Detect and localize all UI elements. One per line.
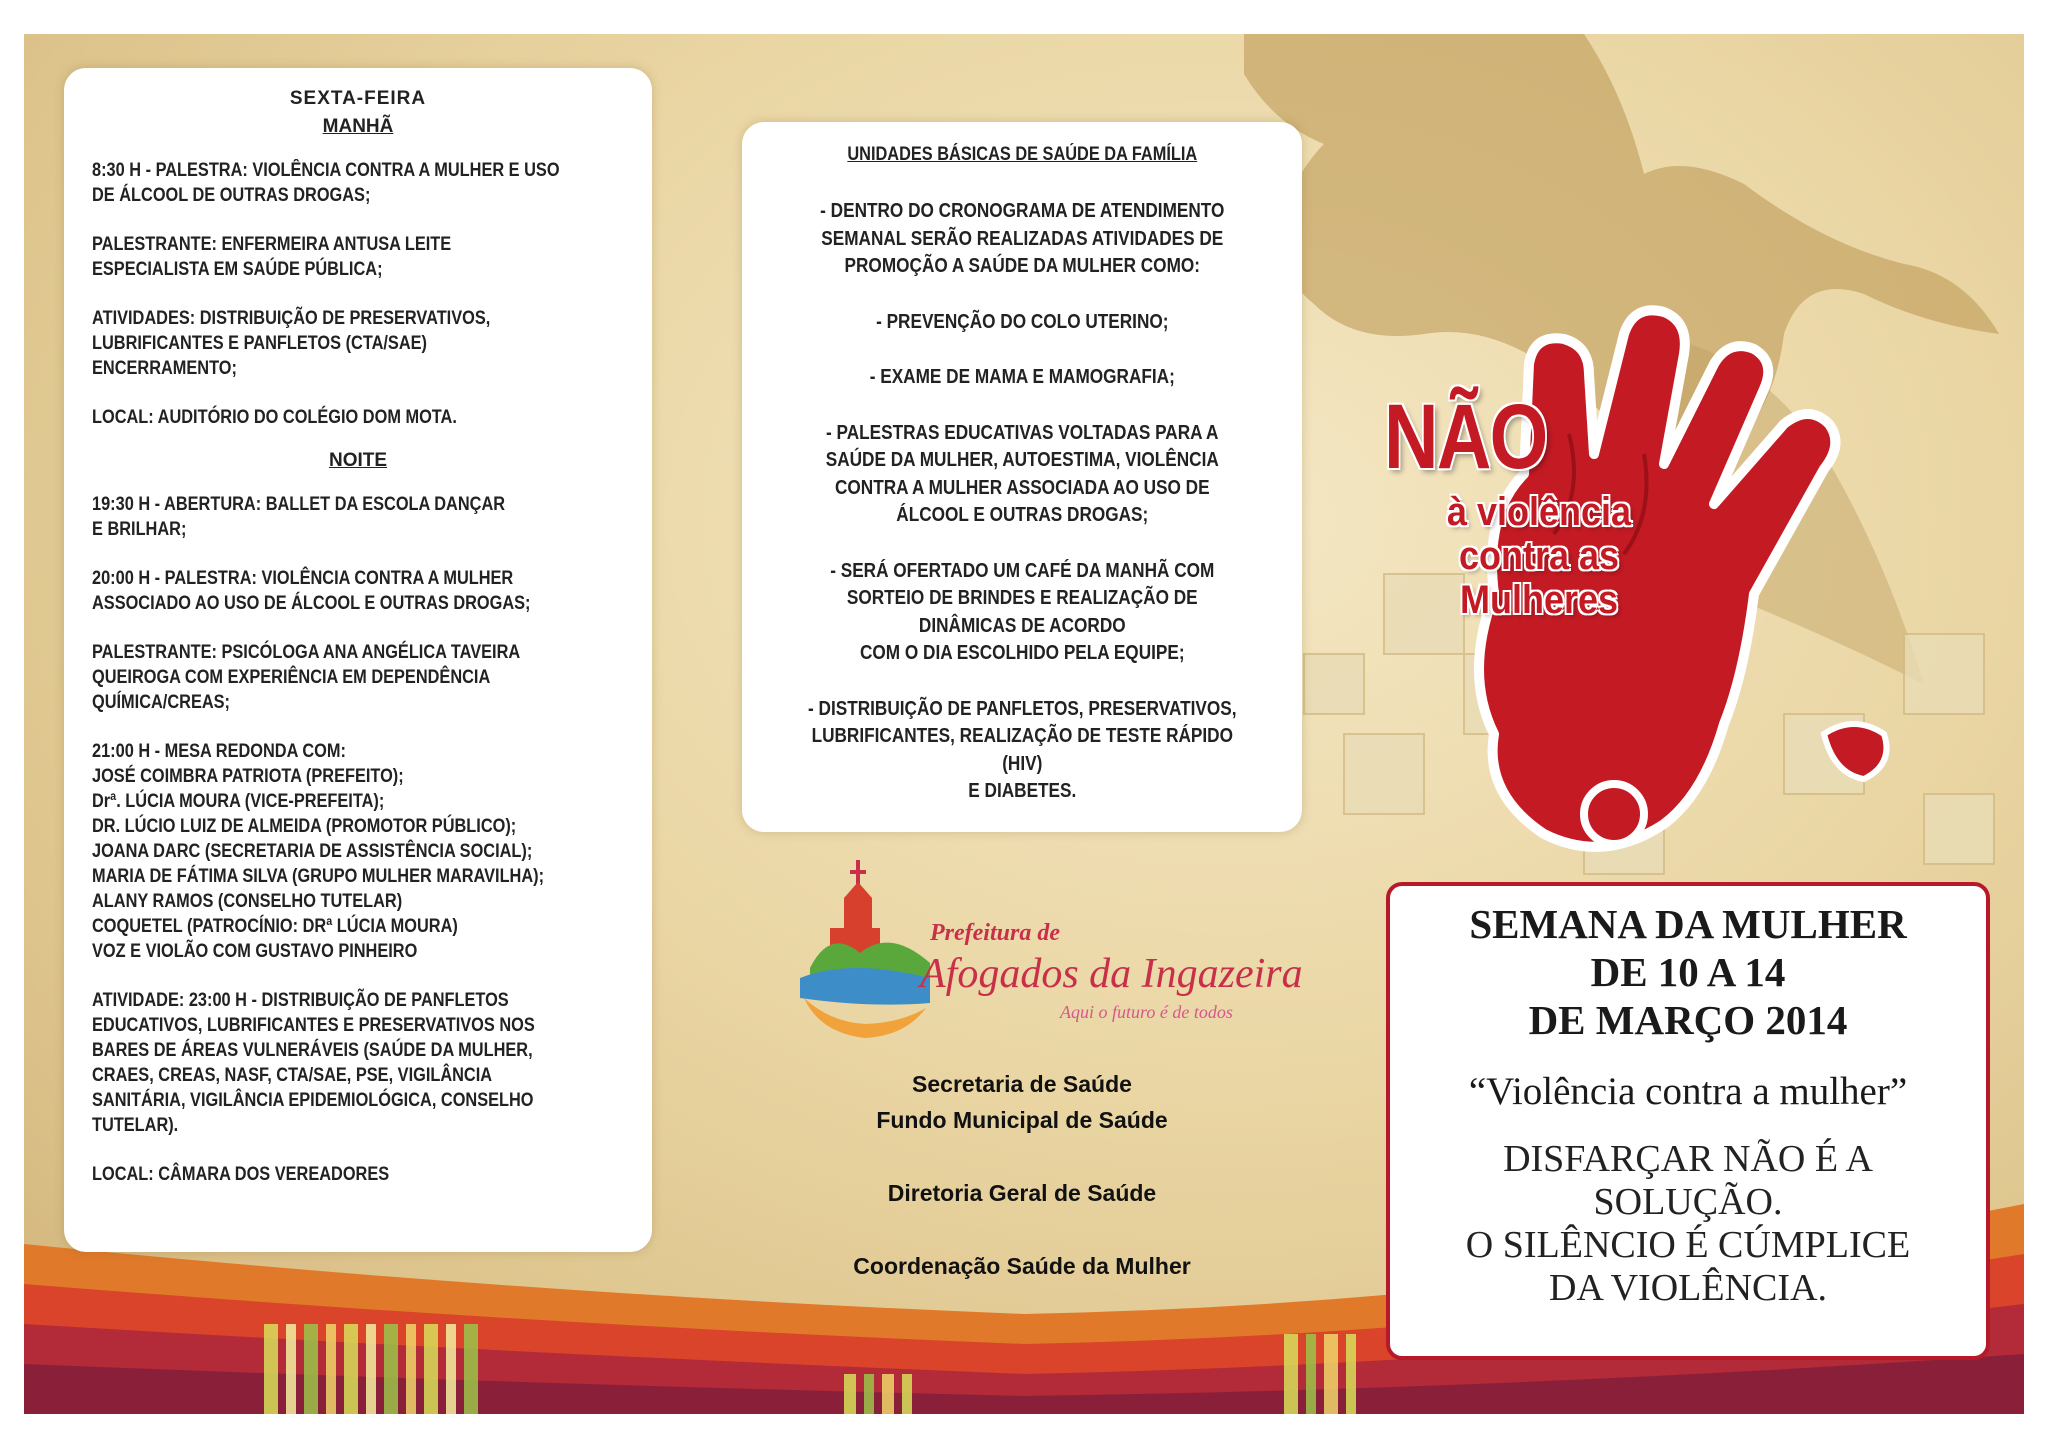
activity-item: - EXAME DE MAMA E MAMOGRAFIA; xyxy=(869,366,1175,388)
event-message: DISFARÇAR NÃO É A SOLUÇÃO. O SILÊNCIO É CÚMPLICE DA VIOLÊNCIA. xyxy=(1465,1138,1911,1309)
logo-slogan: Aqui o futuro é de todos xyxy=(1060,1002,1233,1022)
activity-item: - PALESTRAS EDUCATIVAS VOLTADAS PARA A SAÚDE DA MULHER, AUTOESTIMA, VIOLÊNCIA CONTRA A MULHER ASSOCIADA AO USO DE ÁLCOOL E OUTRAS DROGAS; xyxy=(825,421,1219,526)
brochure-sheet xyxy=(24,34,2024,1414)
schedule-item: LOCAL: AUDITÓRIO DO COLÉGIO DOM MOTA. xyxy=(92,407,457,428)
schedule-item: 21:00 H - MESA REDONDA COM: JOSÉ COIMBRA PATRIOTA (PREFEITO); Drª. LÚCIA MOURA (VICE-PREFEITA); DR. LÚCIO LUIZ DE ALMEIDA (PROMOTOR PÚBLICO); JOANA DARC (SECRETARIA DE ASSISTÊNCIA SOCIAL); MARIA DE FÁTIMA SILVA (GRUPO MULHER MARAVILHA); ALANY RAMOS (CONSELHO TUTELAR) COQUETEL (PATROCÍNIO: DRª LÚCIA MOURA) VOZ E VIOLÃO COM GUSTAVO PINHEIRO xyxy=(92,741,545,962)
schedule-item: 19:30 H - ABERTURA: BALLET DA ESCOLA DANÇAR E BRILHAR; xyxy=(92,494,506,540)
night-schedule xyxy=(92,492,623,1187)
campaign-subline: contra as xyxy=(1458,534,1620,578)
credits-group-1 xyxy=(742,1066,1302,1138)
schedule-item: LOCAL: CÂMARA DOS VEREADORES xyxy=(92,1164,390,1185)
health-units-content xyxy=(765,142,1280,806)
event-info-box xyxy=(1386,882,1990,1360)
credit-line: Fundo Municipal de Saúde xyxy=(876,1107,1168,1133)
campaign-subline: Mulheres xyxy=(1459,578,1619,622)
schedule-item: 20:00 H - PALESTRA: VIOLÊNCIA CONTRA A MULHER ASSOCIADO AO USO DE ÁLCOOL E OUTRAS DROGAS; xyxy=(92,568,531,614)
schedule-item: ATIVIDADE: 23:00 H - DISTRIBUIÇÃO DE PANFLETOS EDUCATIVOS, LUBRIFICANTES E PRESERVATIVOS NOS BARES DE ÁREAS VULNERÁVEIS (SAÚDE DA MULHER, CRAES, CREAS, NASF, CTA/SAE, PSE, VIGILÂNCIA SANITÁRIA, VIGILÂNCIA EPIDEMIOLÓGICA, CONSELHO TUTELAR). xyxy=(92,990,535,1136)
night-heading: NOITE xyxy=(328,450,388,471)
morning-heading: MANHÃ xyxy=(322,116,394,137)
schedule-item: PALESTRANTE: PSICÓLOGA ANA ANGÉLICA TAVEIRA QUEIROGA COM EXPERIÊNCIA EM DEPENDÊNCIA QUÍMICA/CREAS; xyxy=(92,642,521,713)
credit-line: Diretoria Geral de Saúde xyxy=(887,1180,1157,1206)
activity-item: - DISTRIBUIÇÃO DE PANFLETOS, PRESERVATIVOS, LUBRIFICANTES, REALIZAÇÃO DE TESTE RÁPIDO (HIV) E DIABETES. xyxy=(807,697,1237,802)
church-landscape-icon xyxy=(790,858,940,1048)
schedule-panel xyxy=(64,68,652,1252)
schedule-item: PALESTRANTE: ENFERMEIRA ANTUSA LEITE ESPECIALISTA EM SAÚDE PÚBLICA; xyxy=(92,234,452,280)
day-title: SEXTA-FEIRA xyxy=(289,88,427,109)
health-units-panel xyxy=(742,122,1302,832)
campaign-slogan xyxy=(1384,386,1694,622)
logo-prefix: Prefeitura de xyxy=(930,920,1060,946)
schedule-item: ATIVIDADES: DISTRIBUIÇÃO DE PRESERVATIVOS, LUBRIFICANTES E PANFLETOS (CTA/SAE) ENCERRAMENTO; xyxy=(92,308,491,379)
city-hall-logo xyxy=(790,858,1303,1058)
morning-schedule xyxy=(92,158,623,430)
credit-line: Secretaria de Saúde xyxy=(912,1071,1132,1097)
activity-item: - SERÁ OFERTADO UM CAFÉ DA MANHÃ COM SORTEIO DE BRINDES E REALIZAÇÃO DE DINÂMICAS DE ACORDO COM O DIA ESCOLHIDO PELA EQUIPE; xyxy=(829,559,1215,664)
activity-item: - PREVENÇÃO DO COLO UTERINO; xyxy=(875,310,1169,333)
campaign-subline: à violência xyxy=(1446,490,1632,534)
logo-city-name: Afogados da Ingazeira xyxy=(920,951,1303,997)
credit-line: Coordenação Saúde da Mulher xyxy=(853,1253,1191,1279)
health-units-title: UNIDADES BÁSICAS DE SAÚDE DA FAMÍLIA xyxy=(847,144,1197,165)
event-theme: “Violência contra a mulher” xyxy=(1468,1070,1908,1113)
activity-item: - DENTRO DO CRONOGRAMA DE ATENDIMENTO SEMANAL SERÃO REALIZADAS ATIVIDADES DE PROMOÇÃO A SAÚDE DA MULHER COMO: xyxy=(819,200,1225,277)
schedule-item: 8:30 H - PALESTRA: VIOLÊNCIA CONTRA A MULHER E USO DE ÁLCOOL DE OUTRAS DROGAS; xyxy=(92,160,560,206)
campaign-headline: NÃO xyxy=(1384,386,1547,488)
event-title: SEMANA DA MULHER DE 10 A 14 DE MARÇO 2014 xyxy=(1469,901,1907,1043)
